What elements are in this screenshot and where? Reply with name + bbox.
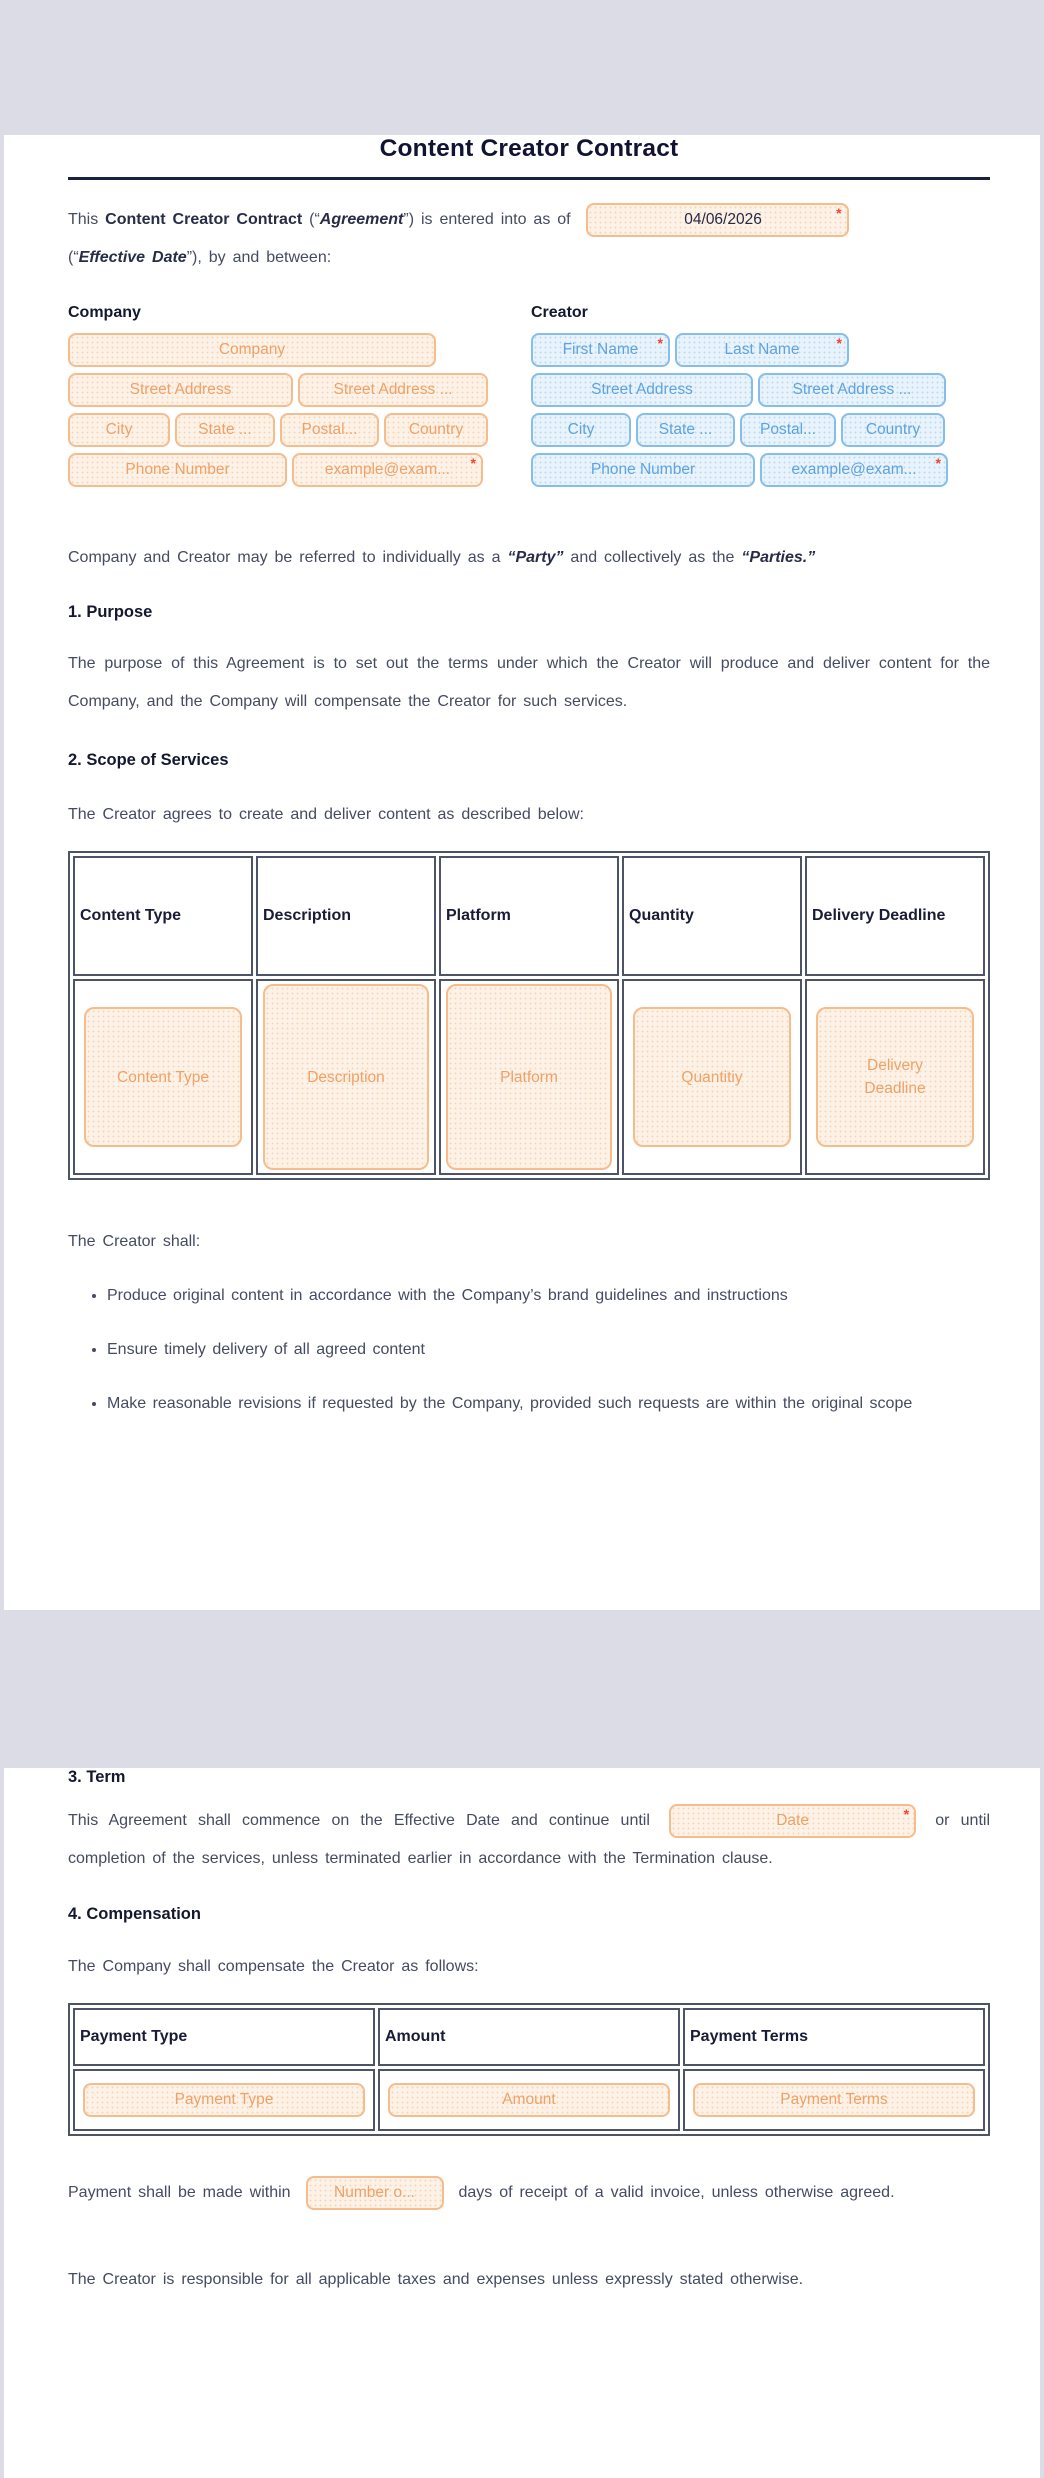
required-asterisk: * <box>903 1805 910 1822</box>
required-asterisk: * <box>836 335 842 351</box>
amount-input[interactable] <box>388 2083 670 2117</box>
intro-italic-effective-date: Effective Date <box>78 249 187 266</box>
company-street-input[interactable] <box>68 373 293 407</box>
creator-street-input[interactable] <box>531 373 753 407</box>
list-item: • Produce original content in accordance with the Company’s brand guidelines and instructions <box>107 1277 928 1315</box>
intro-bold-contract: Content Creator Contract <box>105 211 303 228</box>
company-email-input[interactable] <box>292 453 483 487</box>
scope-header-delivery-deadline: Delivery Deadline <box>805 856 985 976</box>
payment-timing-paragraph: Payment shall be made within Number o... days of receipt of a valid invoice, unless otherwise agreed. <box>68 2174 990 2212</box>
intro-text: (“ <box>68 249 79 266</box>
page-break-gap <box>0 1610 1044 1639</box>
creator-first-name-input[interactable] <box>531 333 670 367</box>
company-street2-input[interactable] <box>298 373 488 407</box>
company-section <box>68 304 488 493</box>
intro-text: ”) is entered into as of <box>403 211 578 228</box>
purpose-paragraph: The purpose of this Agreement is to set out the terms under which the Creator will produce and deliver content for the Company, and the Company will compensate the Creator for such services. <box>68 655 990 710</box>
creator-postal-input[interactable] <box>740 413 836 447</box>
platform-textarea[interactable]: Platform <box>446 984 612 1170</box>
list-item: • Ensure timely delivery of all agreed content <box>107 1331 928 1369</box>
scope-intro-paragraph: The Creator agrees to create and deliver content as described below: <box>68 806 584 823</box>
scope-header-quantity: Quantity <box>622 856 802 976</box>
scope-header-platform: Platform <box>439 856 619 976</box>
description-textarea[interactable]: Description <box>263 984 429 1170</box>
payment-type-input[interactable] <box>83 2083 365 2117</box>
parties-columns <box>68 304 990 493</box>
number-of-days-input[interactable] <box>306 2176 444 2210</box>
intro-text: ”), by and between: <box>186 249 332 266</box>
party-definition-paragraph: Company and Creator may be referred to individually as a “Party” and collectively as the “Parties.” <box>68 549 816 566</box>
section-heading-term: 3. Term <box>68 1768 126 1786</box>
effective-date-input[interactable] <box>586 203 849 237</box>
list-item: • Make reasonable revisions if requested by the Company, provided such requests are within the original scope <box>107 1385 928 1423</box>
required-asterisk: * <box>470 455 476 471</box>
party-term: “Party” <box>507 549 564 566</box>
intro-italic-agreement: Agreement <box>319 211 404 228</box>
contract-page-1 <box>4 135 1040 1610</box>
compensation-header-payment-terms: Payment Terms <box>683 2008 985 2066</box>
intro-paragraph <box>68 201 990 277</box>
compensation-table-input-row <box>73 2069 985 2131</box>
company-phone-input[interactable] <box>68 453 287 487</box>
creator-email-input[interactable] <box>760 453 948 487</box>
company-name-input[interactable] <box>68 333 436 367</box>
creator-obligations-list <box>68 1277 928 1423</box>
parties-term: “Parties.” <box>741 549 816 566</box>
section-heading-compensation: 4. Compensation <box>68 1905 201 1923</box>
intro-text: This <box>68 211 106 228</box>
compensation-header-amount: Amount <box>378 2008 680 2066</box>
compensation-header-payment-type: Payment Type <box>73 2008 375 2066</box>
delivery-deadline-textarea[interactable]: Delivery Deadline <box>816 1007 974 1147</box>
creator-section <box>531 304 952 493</box>
taxes-paragraph: The Creator is responsible for all applicable taxes and expenses unless expressly stated otherwise. <box>68 2271 804 2288</box>
term-date-field-wrap <box>669 1804 916 1838</box>
required-asterisk: * <box>935 455 941 471</box>
compensation-table-header-row <box>73 2008 985 2066</box>
days-field-wrap <box>306 2176 444 2210</box>
intro-text: (“ <box>302 211 320 228</box>
scope-of-services-table <box>68 851 990 1180</box>
creator-state-input[interactable] <box>636 413 735 447</box>
creator-last-name-input[interactable] <box>675 333 849 367</box>
title-divider <box>68 177 990 180</box>
scope-table-input-row <box>73 979 985 1175</box>
creator-phone-input[interactable] <box>531 453 755 487</box>
company-heading: Company <box>68 304 141 321</box>
compensation-table <box>68 2003 990 2136</box>
company-city-input[interactable] <box>68 413 170 447</box>
payment-terms-input[interactable] <box>693 2083 975 2117</box>
creator-street2-input[interactable] <box>758 373 946 407</box>
content-type-textarea[interactable]: Content Type <box>84 1007 242 1147</box>
scope-header-content-type: Content Type <box>73 856 253 976</box>
company-country-input[interactable] <box>384 413 488 447</box>
company-postal-input[interactable] <box>280 413 379 447</box>
scope-table-header-row <box>73 856 985 976</box>
creator-shall-text: The Creator shall: <box>68 1233 201 1250</box>
creator-heading: Creator <box>531 304 588 321</box>
effective-date-field-wrap <box>586 203 849 237</box>
quantity-textarea[interactable]: Quantitiy <box>633 1007 791 1147</box>
term-date-input[interactable] <box>669 1804 916 1838</box>
creator-city-input[interactable] <box>531 413 631 447</box>
required-asterisk: * <box>836 204 842 221</box>
term-paragraph: This Agreement shall commence on the Effective Date and continue until Date * or until completion of the services, unless terminated earlier in accordance with the Termination clause. <box>68 1802 990 1878</box>
contract-page-2 <box>4 1768 1040 2478</box>
document-title: Content Creator Contract <box>379 135 679 162</box>
section-heading-scope: 2. Scope of Services <box>68 751 229 769</box>
compensation-intro-paragraph: The Company shall compensate the Creator as follows: <box>68 1958 479 1975</box>
company-state-input[interactable] <box>175 413 275 447</box>
section-heading-purpose: 1. Purpose <box>68 603 153 621</box>
scope-header-description: Description <box>256 856 436 976</box>
required-asterisk: * <box>657 335 663 351</box>
creator-country-input[interactable] <box>841 413 945 447</box>
